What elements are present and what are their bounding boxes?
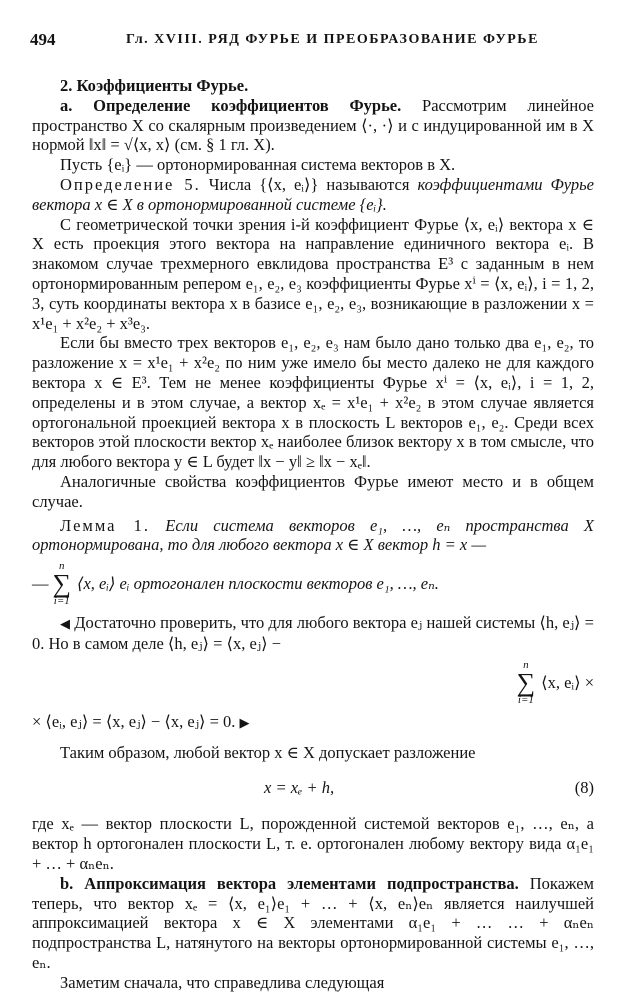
running-head [30,30,604,54]
lemma-sum-sign: ∑ [52,569,72,599]
lemma-sum-upper-limit: n [59,560,65,573]
proof-text-2: ⟨x, eᵢ⟩ × [541,672,594,692]
running-title: Гл. XVIII. РЯД ФУРЬЕ И ПРЕОБРАЗОВАНИЕ ФУРЬЕ [126,32,539,47]
paragraph-thus: Таким образом, любой вектор x ∈ X допускает разложение [60,742,476,762]
proof-sum-lower-limit: i=1 [517,693,534,706]
subsection-a-label: a. Определение коэффициентов Фурье. [60,95,402,115]
proof-end [32,712,594,733]
lemma-sum-line [32,555,594,613]
definition-label: Определение 5. [60,174,201,194]
lemma-body-2: ⟨x, eᵢ⟩ eᵢ ортогонален плоскости векторов e₁, …, eₙ. [77,574,439,594]
formula-expression: x = xₑ + h, [264,778,335,798]
paragraph-last: Заметим сначала, что справедлива следующая [60,972,385,992]
subsection-a-text: Рассмотрим линейное пространство X со скалярным произведением ⟨·, ·⟩ и с индуцированной им в X нормой ‖x‖ = √⟨x, x⟩ (см. § 1 гл. X). [32,95,594,155]
proof-sum [517,660,536,706]
lemma-dash: — [32,574,49,594]
definition-5 [32,175,594,215]
proof [32,613,594,654]
lemma-1 [32,516,594,556]
lemma-sum-lower-limit: i=1 [53,595,70,608]
paragraph-let: Пусть {eᵢ} — ортонормированная система векторов в X. [60,155,456,175]
definition-lead: Числа {⟨x, eᵢ⟩} называются [200,174,418,194]
definition-body: коэффициентами Фурье вектора x ∈ X в ортонормированной системе {eᵢ}. [32,174,594,214]
subsection-b-label: b. Аппроксимация вектора элементами подпространства. [60,873,519,893]
lemma-label: Лемма 1. [60,515,151,535]
section-title: 2. Коэффициенты Фурье. [60,76,249,95]
paragraph-two-vectors: Если бы вместо трех векторов e₁, e₂, e₃ нам было дано только два e₁, e₂, то разложение x = x¹e₁ + x²e₂ по ним уже имело бы место далеко не для каждого вектора x ∈ E³. Тем не менее коэффициенты Фурье xⁱ = ⟨x, eᵢ⟩, i = 1, 2, определены и в этом случае, а вектор xₑ = x¹e₁ + x²e₂ в этом случае является ортогональной проекцией вектора x в плоскость L векторов e₁, e₂. Среди всех векторов этой плоскости вектор xₑ наиболее близок вектору x в том смысле, что для любого вектора y ∈ L будет ‖x − y‖ ≥ ‖x − xₑ‖. [32,333,594,472]
subsection-b-text: Покажем теперь, что вектор xₑ = ⟨x, e₁⟩e₁ + … + ⟨x, eₙ⟩eₙ является наилучшей аппроксимацией вектора x ∈ X элементами α₁e₁ + … … + αₙeₙ подпространства L, натянутого на векторы ортонормированной системы e₁, …, eₙ. [32,873,594,972]
page-number: 494 [30,30,56,49]
proof-open-mark: ◀ [60,616,71,632]
page-content [32,76,594,992]
paragraph-analog: Аналогичные свойства коэффициентов Фурье имеют место и в общем случае. [32,471,594,511]
lemma-sum [53,561,72,607]
proof-sum-upper-limit: n [523,658,529,671]
proof-sum-sign: ∑ [516,667,536,697]
paragraph-where: где xₑ — вектор плоскости L, порожденной системой векторов e₁, …, eₙ, а вектор h ортогонален плоскости L, т. е. ортогонален любому вектору вида α₁e₁ + … + αₙeₙ. [32,814,594,873]
lemma-body-1: Если система векторов e₁, …, eₙ пространства X ортонормирована, то для любого вектора x ∈ X вектор h = x — [32,515,594,555]
paragraph-subsection-a [32,96,594,155]
proof-close-mark: ▶ [239,714,250,730]
paragraph-geometry: С геометрической точки зрения i-й коэффициент Фурье ⟨x, eᵢ⟩ вектора x ∈ X есть проекция этого вектора на направление единичного вектора eᵢ. В знакомом случае трехмерного евклидова пространства E³ с заданным в нем ортонормированным репером e₁, e₂, e₃ коэффициенты Фурье xⁱ = ⟨x, eᵢ⟩, i = 1, 2, 3, суть координаты вектора x в базисе e₁, e₂, e₃, возникающие в разложении x = x¹e₁ + x²e₂ + x³e₃. [32,214,594,333]
formula-number: (8) [574,778,594,798]
formula-8 [32,762,594,814]
paragraph-subsection-b [32,874,594,973]
proof-text-3: × ⟨eᵢ, eⱼ⟩ = ⟨x, eⱼ⟩ − ⟨x, eⱼ⟩ = 0. [32,711,236,731]
proof-text-1: Достаточно проверить, что для любого вектора eⱼ нашей системы ⟨h, eⱼ⟩ = 0. Но в самом деле ⟨h, eⱼ⟩ = ⟨x, eⱼ⟩ − [32,613,594,653]
proof-sum-line [32,654,594,712]
